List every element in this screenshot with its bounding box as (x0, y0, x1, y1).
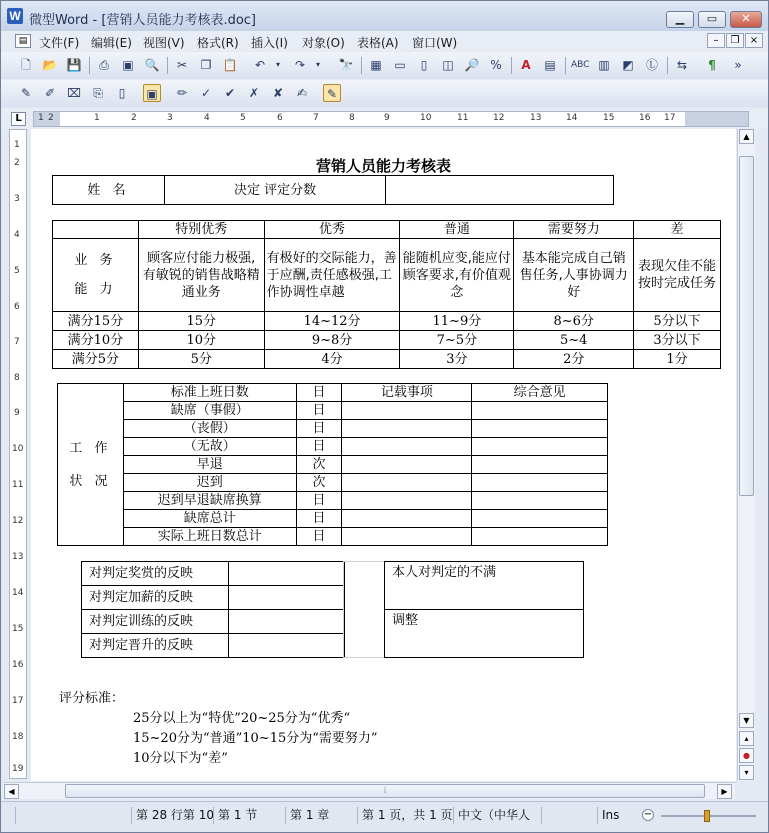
vruler-number: 5 (14, 266, 20, 276)
header-cell[interactable]: 优秀 (264, 221, 400, 239)
menu-bar (1, 31, 768, 51)
table-row (53, 331, 721, 350)
vruler-number: 10 (12, 444, 24, 454)
scroll-left-icon[interactable]: ◀ (4, 784, 19, 799)
description-cell[interactable]: 表现欠佳不能按时完成任务 (634, 239, 721, 312)
ruler-number: 2 (48, 113, 54, 123)
menu-view[interactable]: 视图(V) (143, 36, 185, 50)
edit-doc-icon[interactable]: ✐ (44, 86, 56, 100)
page-width-icon[interactable]: ▭ (394, 58, 406, 72)
tab-stop-selector[interactable]: L (11, 112, 26, 126)
score-cell[interactable]: 2分 (514, 350, 634, 369)
ruler-number: 8 (349, 113, 355, 123)
cut-icon[interactable]: ✂ (176, 58, 188, 72)
work-status-line: 工 作 (69, 440, 112, 456)
header-cell[interactable]: 特别优秀 (138, 221, 264, 239)
score-cell[interactable]: 5分 (138, 350, 264, 369)
ruler-right-margin (685, 112, 748, 126)
ruler-number: 11 (457, 113, 469, 123)
vruler-number: 17 (12, 696, 24, 706)
accept-all-icon[interactable]: ✔ (224, 86, 236, 100)
score-cell[interactable]: 15分 (138, 312, 264, 331)
table-row (82, 586, 345, 610)
vruler-number: 2 (14, 158, 20, 168)
toolbar-separator (667, 57, 668, 74)
score-cell[interactable]: 3分 (400, 350, 514, 369)
vruler-number: 9 (14, 408, 20, 418)
ruler-number: 16 (639, 113, 651, 123)
score-cell[interactable]: 5分以下 (634, 312, 721, 331)
record-cell[interactable] (342, 438, 472, 456)
ruler-number: 6 (277, 113, 283, 123)
attendance-item[interactable]: 迟到早退缺席换算 (123, 492, 296, 510)
score-cell[interactable]: 10分 (138, 331, 264, 350)
score-cell[interactable]: 4分 (264, 350, 400, 369)
table-row (58, 384, 608, 402)
track-changes-icon[interactable]: ▣ (143, 84, 161, 102)
table-row (58, 402, 608, 420)
name-label-cell[interactable]: 姓 名 (53, 176, 165, 205)
status-position: 第 28 行第 10 (131, 807, 214, 824)
document-icon[interactable]: ▤ (15, 34, 31, 48)
window-title: 微型Word - [营销人员能力考核表.doc] (29, 13, 256, 28)
reaction-value[interactable] (229, 634, 345, 658)
attendance-table (57, 383, 608, 546)
ruler-number: 1 (38, 113, 44, 123)
previous-page-icon[interactable]: ▴ (739, 731, 754, 746)
attendance-unit[interactable]: 日 (296, 528, 342, 546)
ruler-number: 13 (530, 113, 542, 123)
ability-row-label[interactable] (53, 239, 139, 312)
vruler-number: 12 (12, 516, 24, 526)
status-chapter: 第 1 章 (285, 807, 329, 824)
vruler-number: 4 (14, 230, 20, 240)
delete-doc-icon[interactable]: ⌧ (67, 86, 81, 100)
blank-doc-icon[interactable]: ▯ (118, 86, 126, 100)
criteria-list (133, 709, 378, 769)
vruler-number: 8 (14, 373, 20, 383)
reaction-value[interactable] (229, 562, 345, 586)
score-cell[interactable]: 14~12分 (264, 312, 400, 331)
menu-window[interactable]: 窗口(W) (412, 36, 458, 50)
vertical-scrollbar[interactable] (737, 129, 755, 781)
ability-label-line: 能 力 (74, 282, 117, 297)
status-insert-mode[interactable]: Ins (597, 807, 619, 824)
menu-insert[interactable]: 插入(I) (251, 36, 288, 50)
reaction-value[interactable] (229, 586, 345, 610)
document-page[interactable] (31, 129, 736, 781)
record-cell[interactable] (342, 474, 472, 492)
table-row (58, 474, 608, 492)
toolbar-separator (565, 57, 566, 74)
zoom-out-icon[interactable]: − (643, 809, 653, 820)
record-cell[interactable] (342, 420, 472, 438)
attendance-unit[interactable]: 日 (296, 420, 342, 438)
score-cell[interactable]: 5~4 (514, 331, 634, 350)
header-cell[interactable] (53, 221, 139, 239)
ruler-number: 2 (131, 113, 137, 123)
status-page: 第 1 页，共 1 页 (357, 807, 453, 824)
attendance-item[interactable]: （丧假） (123, 420, 296, 438)
record-cell[interactable] (342, 528, 472, 546)
score-cell[interactable]: 1分 (634, 350, 721, 369)
edit-icon[interactable]: ✎ (20, 86, 32, 100)
redo-dropdown-icon[interactable]: ▾ (315, 60, 320, 69)
toolbar-separator (167, 57, 168, 74)
menu-table[interactable]: 表格(A) (357, 36, 399, 50)
attendance-item[interactable]: 缺席总计 (123, 510, 296, 528)
toolbar-separator (89, 57, 90, 74)
dissatisfaction-table (384, 561, 584, 658)
attendance-unit[interactable]: 日 (296, 384, 342, 402)
reject-all-icon[interactable]: ✘ (272, 86, 284, 100)
accept-icon[interactable]: ✓ (200, 86, 212, 100)
layers-icon[interactable]: ◩ (622, 58, 634, 72)
score-cell[interactable]: 3分以下 (634, 331, 721, 350)
attendance-item[interactable]: （无故） (123, 438, 296, 456)
opinion-cell[interactable] (472, 474, 608, 492)
reaction-label[interactable]: 对判定奖赏的反映 (82, 562, 229, 586)
description-cell[interactable]: 基本能完成自己销售任务,人事协调力好 (514, 239, 634, 312)
header-cell[interactable]: 差 (634, 221, 721, 239)
maximize-button[interactable]: ▭ (698, 11, 726, 28)
score-cell[interactable]: 9~8分 (264, 331, 400, 350)
vruler-number: 13 (12, 552, 24, 562)
attendance-unit[interactable]: 日 (296, 438, 342, 456)
ruler-number: 15 (603, 113, 615, 123)
menu-edit[interactable]: 编辑(E) (91, 36, 132, 50)
comment-icon[interactable]: ✍ (296, 86, 308, 100)
scroll-right-icon[interactable]: ▶ (717, 784, 732, 799)
new-icon[interactable]: 🗋 (21, 58, 31, 72)
record-cell[interactable] (342, 456, 472, 474)
attendance-unit[interactable]: 次 (296, 456, 342, 474)
work-status-label[interactable] (58, 384, 124, 546)
opinion-cell[interactable] (472, 438, 608, 456)
table-row (58, 438, 608, 456)
reaction-label[interactable]: 对判定晋升的反映 (82, 634, 229, 658)
description-cell[interactable]: 顾客应付能力极强,有敏锐的销售战略精通业务 (138, 239, 264, 312)
record-cell[interactable] (342, 492, 472, 510)
review-toolbar (1, 80, 768, 107)
score-cell[interactable]: 8~6分 (514, 312, 634, 331)
attendance-item[interactable]: 标准上班日数 (123, 384, 296, 402)
adjustment-cell[interactable]: 调整 (385, 610, 584, 658)
vruler-number: 11 (12, 480, 24, 490)
scroll-up-icon[interactable]: ▲ (739, 129, 754, 144)
reject-icon[interactable]: ✗ (248, 86, 260, 100)
print-preview-icon[interactable]: 🔍 (144, 58, 160, 72)
dissatisfaction-cell[interactable]: 本人对判定的不满 (385, 562, 584, 610)
save-icon[interactable]: 💾 (66, 58, 82, 72)
opinion-cell[interactable] (472, 492, 608, 510)
status-blank (15, 807, 127, 824)
horizontal-ruler-bar (1, 109, 768, 129)
ruler-number: 9 (384, 113, 390, 123)
toolbar-separator (511, 57, 512, 74)
work-status-line: 状 况 (69, 473, 112, 489)
spell-check-icon[interactable]: ABC (571, 60, 590, 70)
paste-icon[interactable]: 📋 (222, 58, 238, 72)
table-row (82, 610, 345, 634)
copy-icon[interactable]: ❐ (200, 58, 212, 72)
vruler-number: 14 (12, 588, 24, 598)
review-pane-icon[interactable]: ✎ (323, 84, 341, 102)
vertical-scroll-thumb[interactable] (739, 156, 754, 496)
table-row (82, 634, 345, 658)
font-color-icon[interactable]: A (521, 58, 531, 72)
record-cell[interactable] (342, 402, 472, 420)
ability-table (52, 220, 721, 369)
score-cell[interactable]: 7~5分 (400, 331, 514, 350)
attendance-unit[interactable]: 次 (296, 474, 342, 492)
document-title: 营销人员能力考核表 (315, 157, 451, 175)
opinion-cell[interactable] (472, 528, 608, 546)
name-table (52, 175, 614, 205)
table-row (58, 528, 608, 546)
opinion-cell[interactable] (472, 402, 608, 420)
ruler-number: 14 (566, 113, 578, 123)
ruler-number: 5 (240, 113, 246, 123)
zoom-slider-thumb[interactable] (704, 810, 710, 822)
record-header[interactable]: 记载事项 (342, 384, 472, 402)
opinion-cell[interactable] (472, 510, 608, 528)
attendance-unit[interactable]: 日 (296, 510, 342, 528)
status-section: 第 1 节 (213, 807, 257, 824)
frame-icon[interactable]: Ⓛ (645, 58, 658, 72)
spacer-cell[interactable] (344, 562, 385, 658)
menu-file[interactable]: 文件(F) (39, 36, 80, 50)
reaction-value[interactable] (229, 610, 345, 634)
doc-restore-button[interactable]: ❐ (726, 33, 744, 48)
undo-dropdown-icon[interactable]: ▾ (275, 60, 280, 69)
opinion-cell[interactable] (472, 456, 608, 474)
score-cell[interactable]: 满分5分 (53, 350, 139, 369)
ruler-number: 12 (493, 113, 505, 123)
vruler-number: 1 (14, 140, 20, 150)
vruler-number: 19 (12, 764, 24, 774)
criteria-line: 10分以下为“差” (133, 751, 228, 766)
vruler-number: 7 (14, 337, 20, 347)
menu-format[interactable]: 格式(R) (197, 36, 239, 50)
highlight-icon[interactable]: ✏ (176, 86, 188, 100)
status-bar (1, 801, 768, 832)
score-cell[interactable]: 满分10分 (53, 331, 139, 350)
close-button[interactable]: ✕ (730, 11, 762, 28)
table-row (82, 562, 345, 586)
vruler-number: 16 (12, 660, 24, 670)
table-row (58, 510, 608, 528)
single-page-icon[interactable]: ▯ (420, 58, 428, 72)
table-row (58, 492, 608, 510)
reaction-label[interactable]: 对判定训练的反映 (82, 610, 229, 634)
vruler-number: 15 (12, 624, 24, 634)
attendance-item[interactable]: 实际上班日数总计 (123, 528, 296, 546)
scroll-down-icon[interactable]: ▼ (739, 713, 754, 728)
title-bar (1, 1, 768, 31)
ruler-number: 10 (420, 113, 432, 123)
table-row (58, 456, 608, 474)
reaction-table (81, 561, 345, 658)
browse-object-icon[interactable]: ● (739, 748, 754, 763)
attendance-unit[interactable]: 日 (296, 492, 342, 510)
next-page-icon[interactable]: ▾ (739, 765, 754, 780)
ability-label-line: 业 务 (74, 253, 117, 268)
criteria-heading: 评分标准： (59, 691, 125, 706)
paragraph-mark-icon[interactable]: ¶ (708, 58, 716, 72)
horizontal-ruler[interactable] (33, 111, 749, 127)
horizontal-scrollbar[interactable] (3, 782, 735, 799)
standard-toolbar (1, 52, 768, 79)
ruler-number: 4 (204, 113, 210, 123)
opinion-cell[interactable] (472, 420, 608, 438)
reaction-label[interactable]: 对判定加薪的反映 (82, 586, 229, 610)
spacer-table (343, 561, 385, 658)
score-value-cell[interactable] (386, 176, 614, 205)
zoom-100-icon[interactable]: ▦ (370, 58, 382, 72)
zoom-icon[interactable]: 🔎 (464, 58, 480, 72)
vruler-number: 18 (12, 732, 24, 742)
opinion-header[interactable]: 综合意见 (472, 384, 608, 402)
header-cell[interactable]: 需要努力 (514, 221, 634, 239)
table-row (53, 312, 721, 331)
minimize-button[interactable]: ▁ (666, 11, 694, 28)
menu-object[interactable]: 对象(O) (302, 36, 345, 50)
ruler-number: 3 (167, 113, 173, 123)
score-cell[interactable]: 11~9分 (400, 312, 514, 331)
doc-minimize-button[interactable]: – (707, 33, 725, 48)
ruler-number: 1 (94, 113, 100, 123)
redo-icon[interactable]: ↷ (294, 58, 306, 72)
table-row (58, 420, 608, 438)
score-cell[interactable]: 满分15分 (53, 312, 139, 331)
criteria-line: 25分以上为“特优”20~25分为“优秀“ (133, 711, 351, 726)
ruler-number: 7 (313, 113, 319, 123)
criteria-line: 15~20分为“普通”10~15分为“需要努力” (133, 731, 378, 746)
attendance-item[interactable]: 迟到 (123, 474, 296, 492)
open-icon[interactable]: 📂 (42, 58, 58, 72)
attendance-unit[interactable]: 日 (296, 402, 342, 420)
attendance-item[interactable]: 早退 (123, 456, 296, 474)
vruler-number: 6 (14, 302, 20, 312)
format-icon[interactable]: ▤ (544, 58, 556, 72)
record-cell[interactable] (342, 510, 472, 528)
print-icon[interactable]: ⎙ (99, 58, 109, 72)
description-cell[interactable]: 有极好的交际能力，善于应酬,责任感极强,工作协调性卓越 (264, 239, 400, 312)
vruler-number: 3 (14, 194, 20, 204)
word-app-icon[interactable]: W (7, 8, 23, 24)
decision-cell[interactable]: 决定 评定分数 (164, 176, 386, 205)
undo-icon[interactable]: ↶ (254, 58, 266, 72)
find-icon[interactable]: 🔭 (338, 58, 354, 72)
description-cell[interactable]: 能随机应变,能应付顾客要求,有价值观念 (400, 239, 514, 312)
chart-icon[interactable]: ▥ (598, 58, 610, 72)
status-language: 中文（中华人 (453, 807, 530, 824)
attendance-item[interactable]: 缺席（事假） (123, 402, 296, 420)
navigate-icon[interactable]: ⇆ (676, 58, 688, 72)
ruler-number: 17 (664, 113, 676, 123)
horizontal-scroll-thumb[interactable]: ⦙ (65, 784, 705, 798)
header-cell[interactable]: 普通 (400, 221, 514, 239)
copy-doc-icon[interactable]: ⎘ (93, 86, 103, 100)
two-pages-icon[interactable]: ◫ (442, 58, 454, 72)
pdf-icon[interactable]: ▣ (122, 58, 134, 72)
toolbar-separator (361, 57, 362, 74)
toolbar-overflow-icon[interactable]: » (734, 58, 742, 72)
vertical-ruler[interactable] (9, 129, 27, 779)
zoom-percent-icon[interactable]: % (490, 58, 502, 72)
table-row (53, 350, 721, 369)
doc-close-button[interactable]: × (745, 33, 763, 48)
status-blank (541, 807, 583, 824)
